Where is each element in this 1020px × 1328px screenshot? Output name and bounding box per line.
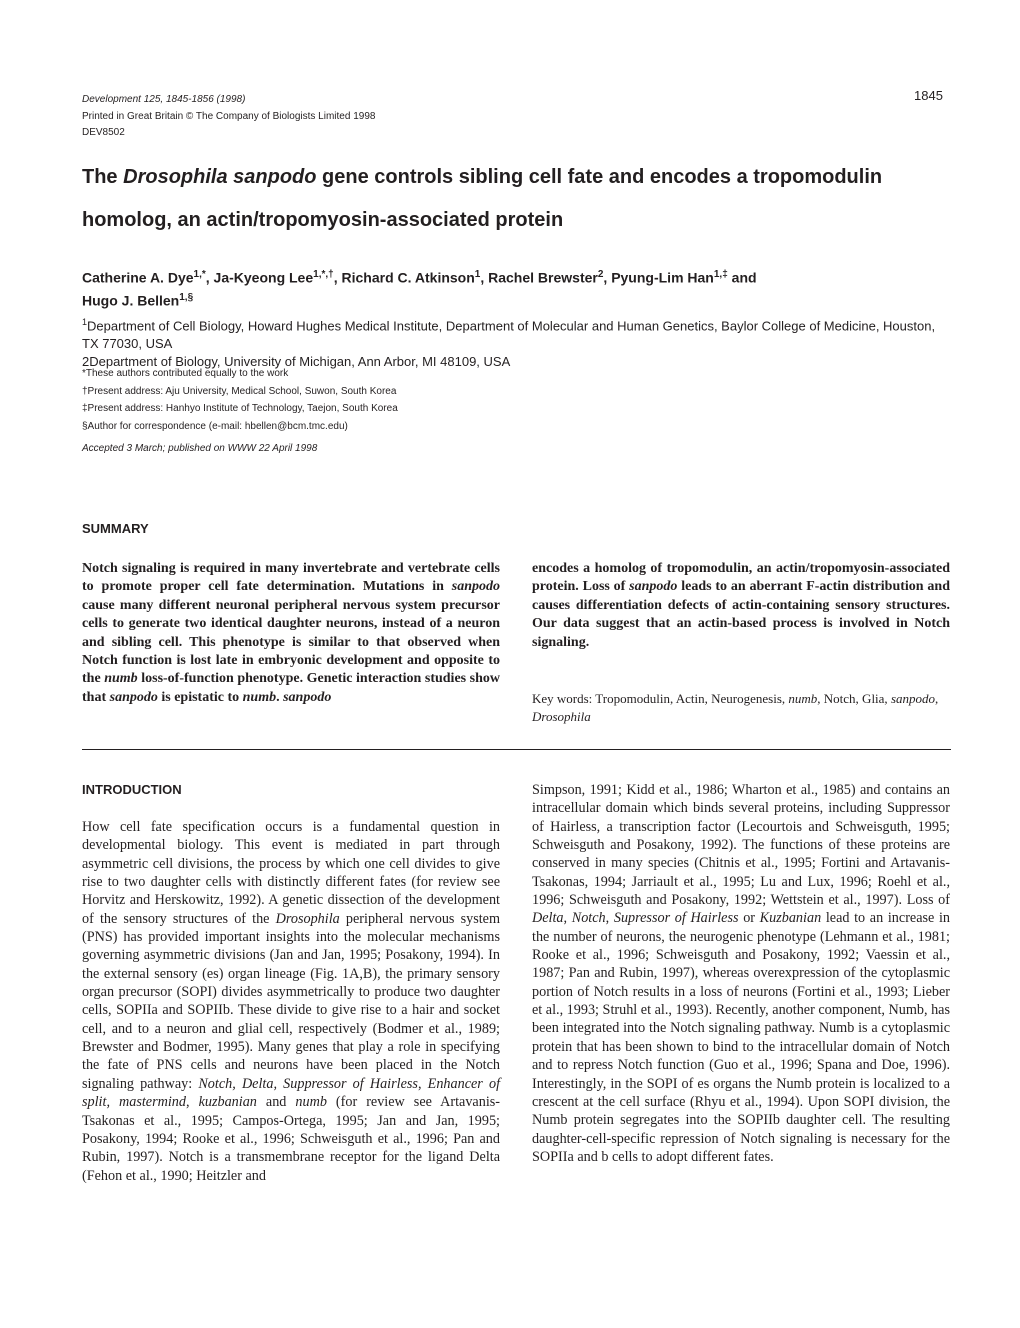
text-run: . — [276, 689, 284, 705]
note: *These authors contributed equally to the work — [82, 368, 289, 379]
note: †Present address: Aju University, Medical School, Suwon, South Korea — [82, 385, 397, 397]
author-notes — [82, 365, 952, 435]
text-run: Key words: Tropomodulin, Actin, Neurogenesis, — [532, 691, 789, 706]
affiliations — [82, 313, 952, 371]
author-sup: 2 — [597, 269, 604, 280]
affiliation-2: 2Department of Biology, University of Michigan, Ann Arbor, MI 48109, USA — [82, 354, 511, 370]
journal-info — [82, 92, 375, 142]
keywords — [532, 690, 952, 726]
text-run: lead to an increase in the number of neurons, the neurogenic phenotype (Lehmann et al., 1981; Rooke et al., 1996; Schweisguth and Posakony, 1992; Vaessin et al., 1987; Pan and Rubin, 1997), whereas overexpression of the cytoplasmic portion of Notch results in a loss of neurons (Fortini et al., 1993; Lieber et al., 1993; Struhl et al., 1993). Recently, another component, Numb, has been integrated into the Notch signaling pathway. Numb is a cytoplasmic protein that has been shown to bind to the intracellular domain of Notch and to repress Notch function (Guo et al., 1996; Spana and Doe, 1996). Interestingly, in the SOPI of es organs the Numb protein is localized to a crescent at the cell surface (Rhyu et al., 1994). Upon SOPI division, the Numb protein segregates into the SOPIIb daughter cell. The resulting daughter-cell-specific repression of Notch signaling is necessary for the SOPIIa and b cells to adopt different fates. — [532, 910, 951, 1165]
text-run: How cell fate specification occurs is a fundamental question in developmental biology. This event is mediated in part through asymmetric cell divisions, the process by which one cell divides to give rise to two daughter cells with distinctly different fates (for review see Horvitz and Herskowitz, 1992). A genetic dissection of the development of the sensory structures of the — [82, 819, 500, 927]
italic-run: numb — [295, 1094, 327, 1111]
author-sup: 1 — [474, 269, 481, 280]
affiliation-text: Department of Cell Biology, Howard Hughes Medical Institute, Department of Molecular and Human Genetics, Baylor College of Medicine, Houston, TX 77030, USA — [82, 318, 936, 352]
summary-left-column — [82, 560, 500, 707]
text-run: , — [417, 1075, 428, 1092]
introduction-right-column — [532, 781, 950, 1166]
summary-heading: SUMMARY — [82, 521, 149, 536]
text-run: , — [935, 691, 939, 706]
italic-run: numb — [104, 671, 138, 687]
italic-run: sanpodo — [451, 579, 500, 595]
text-run: cause many different neuronal peripheral nervous system precursor cells to generate two identical daughter neurons, instead of a neuron and sibling cell. This phenotype is similar to that observed when Notch function is lost late in embryonic development and opposite to the — [82, 597, 500, 687]
author-sup: * — [201, 269, 206, 280]
italic-run: numb — [788, 691, 818, 706]
author-sup: 1,‡ — [713, 269, 728, 280]
text-run: Notch signaling is required in many invertebrate and vertebrate cells to promote proper cell fate determination. Mutations in — [82, 561, 500, 595]
author-and: and — [731, 269, 757, 286]
author: Hugo J. Bellen — [82, 292, 180, 309]
italic-run: Drosophila — [275, 910, 340, 927]
text-run: Simpson, 1991; Kidd et al., 1986; Wharton et al., 1985) and contains an intracellular domain which binds several proteins, including Suppressor of Hairless, a transcription factor (Lecourtois and Schweisguth, 1995; Schweisguth and Posakony, 1992). The functions of these proteins are conserved in many species (Chitnis et al., 1995; Fortini and Artavanis-Tsakonas, 1994; Jarriault et al., 1995; Lu and Lux, 1996; Roehl et al., 1996; Schweisguth and Posakony, 1992; Wettstein et al., 1997). Loss of — [532, 782, 950, 909]
italic-run: Notch — [571, 910, 606, 927]
italic-run: sanpodo — [283, 689, 332, 705]
text-run: or — [738, 910, 760, 927]
italic-run: kuzbanian — [198, 1094, 257, 1111]
author-sup: 1,*,† — [313, 269, 334, 280]
title-post: gene controls sibling cell fate and encodes a tropomodulin homolog, an actin/tropomyosin-associated protein — [82, 166, 883, 231]
title-pre: The — [82, 166, 124, 188]
italic-run: Delta — [532, 910, 564, 927]
author: Catherine A. Dye — [82, 269, 194, 286]
author: Richard C. Atkinson — [341, 269, 475, 286]
author: Pyung-Lim Han — [611, 269, 714, 286]
text-run: leads to an aberrant F-actin distribution and causes differentiation defects of actin-containing sensory structures. Our data suggest that an actin-based process is involved in Notch signaling. — [532, 579, 950, 650]
author-list: Catherine A. Dye$^{1,*}$, Ja-Kyeong Lee$^{1,*,\dagger}$, Richard C. Atkinson$^1$, Rachel Brewster$^2$, Pyung-Lim Han$^{1,\ddagger}$ and Hugo J. Bellen$^{1,\S}$ — [82, 269, 757, 309]
author-sup: 1, — [193, 269, 202, 280]
introduction-left-column — [82, 818, 500, 1185]
text-run: , — [605, 910, 614, 927]
author-sup: 1,§ — [179, 291, 194, 303]
text-run: is epistatic to — [157, 689, 243, 705]
text-run: , Notch, Glia, — [817, 691, 891, 706]
italic-run: Supressor of Hairless — [613, 910, 739, 927]
note: ‡Present address: Hanhyo Institute of Technology, Taejon, South Korea — [82, 403, 398, 414]
text-run: (for review see Artavanis-Tsakonas et al., 1995; Campos-Ortega, 1995; Jan and Jan, 1995; Posakony, 1994; Rooke et al., 1996; Schweisguth et al., 1996; Pan and Rubin, 1997). Notch is a transmembrane receptor for the ligand Delta (Fehon et al., 1990; Heitzler and — [82, 1094, 501, 1184]
text-run: and — [256, 1094, 296, 1111]
affiliation-sup: 1 — [82, 317, 88, 327]
introduction-heading: INTRODUCTION — [82, 782, 182, 797]
text-run: encodes a homolog of tropomodulin, an actin/tropomyosin-associated protein. Loss of — [532, 561, 950, 595]
page-number: 1845 — [914, 88, 943, 103]
journal-citation: Development 125, 1845-1856 (1998) — [82, 94, 246, 105]
article-title — [82, 156, 942, 242]
italic-run: Notch, Delta, Suppressor of Hairless — [198, 1075, 418, 1092]
section-divider — [82, 749, 951, 750]
italic-run: numb — [242, 689, 277, 705]
text-run: loss-of-function phenotype. Genetic interaction studies show that — [82, 671, 501, 705]
accepted-date: Accepted 3 March; published on WWW 22 April 1998 — [82, 443, 318, 454]
journal-copyright: Printed in Great Britain © The Company of Biologists Limited 1998 — [82, 110, 376, 122]
italic-run: Drosophila — [532, 709, 591, 724]
author: Ja-Kyeong Lee — [213, 269, 314, 286]
text-run: , — [186, 1094, 199, 1111]
text-run: , — [563, 910, 572, 927]
italic-run: sanpodo — [109, 689, 158, 705]
italic-run: sanpodo — [629, 579, 678, 595]
author: Rachel Brewster — [488, 269, 598, 286]
summary-right-column — [532, 560, 950, 652]
text-run: peripheral nervous system (PNS) has provided important insights into the molecular mechanisms governing asymmetric divisions (Jan and Jan, 1995; Posakony, 1994). In the external sensory (es) organ lineage (Fig. 1A,B), the primary sensory organ precursor (SOPI) divides asymmetrically to produce two daughter cells, SOPIIa and SOPIIb. These divide to give rise to a hair and socket cell, and to a neuron and glial cell, respectively (Bodmer et al., 1989; Brewster and Bodmer, 1995). Many genes that play a role in specifying the fate of PNS cells and neurons have been placed in the Notch signaling pathway: — [82, 910, 500, 1092]
affiliation-1 — [82, 313, 952, 353]
journal-code: DEV8502 — [82, 127, 125, 138]
note: §Author for correspondence (e-mail: hbellen@bcm.tmc.edu) — [82, 420, 348, 432]
italic-run: Enhancer of split, mastermind — [82, 1075, 501, 1111]
italic-run: sanpodo — [890, 691, 935, 706]
italic-run: Kuzbanian — [759, 910, 822, 927]
title-italic: Drosophila sanpodo — [123, 166, 317, 188]
